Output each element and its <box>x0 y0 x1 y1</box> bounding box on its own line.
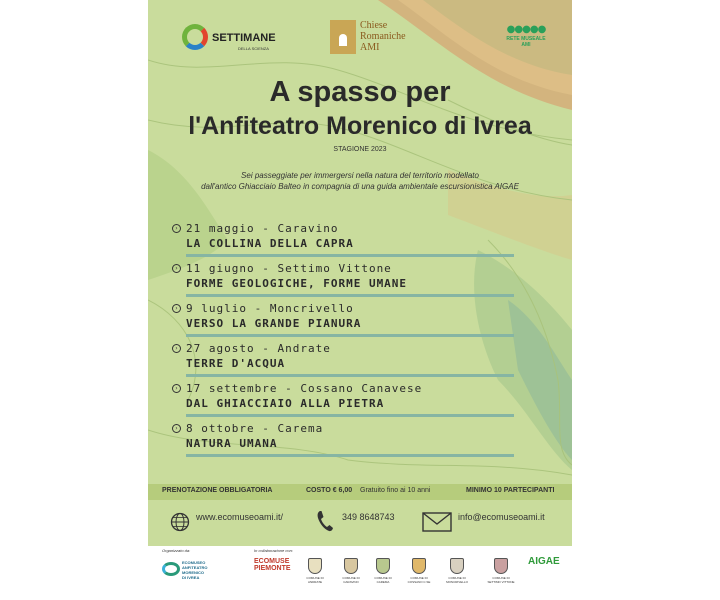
booking-minimum: MINIMO 10 PARTECIPANTI <box>466 487 555 494</box>
globe-icon <box>170 512 190 532</box>
aigae-logo: AIGAE <box>528 556 560 567</box>
rete-dots-icon: ●●●●● <box>506 24 546 35</box>
event-divider <box>186 454 514 457</box>
ecomuseo-swirl-icon <box>162 562 180 576</box>
ecomuseo-line1: ECOMUSEO <box>182 560 206 565</box>
event-item <box>172 262 532 302</box>
booking-free: Gratuito fino ai 10 anni <box>360 487 431 494</box>
event-item <box>172 302 532 342</box>
ecomuseo-line4: DI IVREA <box>182 575 200 580</box>
rete-line2: AMI <box>521 42 531 48</box>
booking-required: PRENOTAZIONE OBBLIGATORIA <box>162 487 273 494</box>
crest-icon <box>450 558 464 574</box>
chevron-right-icon: › <box>172 424 181 433</box>
event-item <box>172 342 532 382</box>
event-title: LA COLLINA DELLA CAPRA <box>186 237 354 250</box>
intro-line2: dall'antico Ghiacciaio Balteo in compagnia di una guida ambientale escursionistica AIGAE <box>201 182 519 191</box>
settimane-ring-icon <box>182 24 208 50</box>
season-label: STAGIONE 2023 <box>333 146 387 153</box>
crest-icon <box>344 558 358 574</box>
email-link[interactable]: info@ecomuseoami.it <box>458 512 545 522</box>
crest-icon <box>412 558 426 574</box>
event-item <box>172 222 532 262</box>
comune-label: COMUNE DI CARAVINO <box>342 576 360 584</box>
header-logos <box>148 18 572 62</box>
event-date: 8 ottobre - Carema <box>186 422 324 435</box>
footer-partners <box>148 546 572 600</box>
event-item <box>172 422 532 462</box>
page-title-line1: A spasso per <box>269 76 451 108</box>
chevron-right-icon: › <box>172 344 181 353</box>
phone-number[interactable]: 349 8648743 <box>342 512 395 522</box>
event-title: FORME GEOLOGICHE, FORME UMANE <box>186 277 408 290</box>
ecomuseo-line2: ANFITEATRO <box>182 565 208 570</box>
chevron-right-icon: › <box>172 224 181 233</box>
events-list <box>172 222 532 462</box>
event-divider <box>186 414 514 417</box>
comune-label: COMUNE DI ANDRATE <box>306 576 324 584</box>
chevron-right-icon: › <box>172 304 181 313</box>
settimane-title: SETTIMANE <box>212 32 276 44</box>
rete-line1: RETE MUSEALE <box>506 36 546 42</box>
event-date: 17 settembre - Cossano Canavese <box>186 382 423 395</box>
ecomuseo-line3: MORENICO <box>182 570 204 575</box>
church-icon <box>330 20 356 54</box>
settimane-subtitle: DELLA SCIENZA <box>238 46 269 51</box>
chevron-right-icon: › <box>172 384 181 393</box>
comune-label: COMUNE DI MONCRIVELLO <box>446 576 468 584</box>
crest-icon <box>308 558 322 574</box>
event-item <box>172 382 532 422</box>
event-title: TERRE D'ACQUA <box>186 357 286 370</box>
ecomusei-piemonte-logo <box>254 558 291 572</box>
comune-label: COMUNE DI COSSANO C.SE <box>407 576 431 584</box>
chiese-line1: Chiese <box>360 20 388 31</box>
rete-museale-logo <box>496 24 556 60</box>
phone-icon <box>316 510 334 532</box>
poster <box>148 0 572 600</box>
event-title: NATURA UMANA <box>186 437 278 450</box>
event-date: 27 agosto - Andrate <box>186 342 331 355</box>
booking-bar <box>148 484 572 500</box>
piemonte-line1: ECOMUSE <box>254 558 290 565</box>
comune-label: COMUNE DI SETTIMO VITTONE <box>487 576 515 584</box>
chiese-romaniche-logo <box>330 20 414 56</box>
chiese-line2: Romaniche <box>360 31 406 42</box>
event-divider <box>186 374 514 377</box>
page-title-line2: l'Anfiteatro Morenico di Ivrea <box>188 112 532 140</box>
event-title: DAL GHIACCIAIO ALLA PIETRA <box>186 397 385 410</box>
event-date: 21 maggio - Caravino <box>186 222 339 235</box>
event-title: VERSO LA GRANDE PIANURA <box>186 317 362 330</box>
collaboration-label: In collaborazione con: <box>254 548 293 553</box>
ecomuseo-logo <box>162 558 238 582</box>
intro-line1: Sei passeggiate per immergersi nella natura del territorio modellato <box>241 171 479 180</box>
event-date: 9 luglio - Moncrivello <box>186 302 354 315</box>
chevron-right-icon: › <box>172 264 181 273</box>
event-divider <box>186 294 514 297</box>
comune-label: COMUNE DI CAREMA <box>374 576 392 584</box>
event-divider <box>186 254 514 257</box>
crest-icon <box>376 558 390 574</box>
website-link[interactable]: www.ecomuseoami.it/ <box>196 512 284 522</box>
piemonte-line2: PIEMONTE <box>254 565 291 572</box>
organized-by-label: Organizzato da: <box>162 548 191 553</box>
mail-icon <box>422 512 452 532</box>
booking-cost: COSTO € 6,00 <box>306 487 353 494</box>
crest-icon <box>494 558 508 574</box>
event-divider <box>186 334 514 337</box>
event-date: 11 giugno - Settimo Vittone <box>186 262 392 275</box>
chiese-line3: AMI <box>360 42 380 53</box>
intro-text <box>168 170 552 192</box>
settimane-logo <box>182 24 282 58</box>
